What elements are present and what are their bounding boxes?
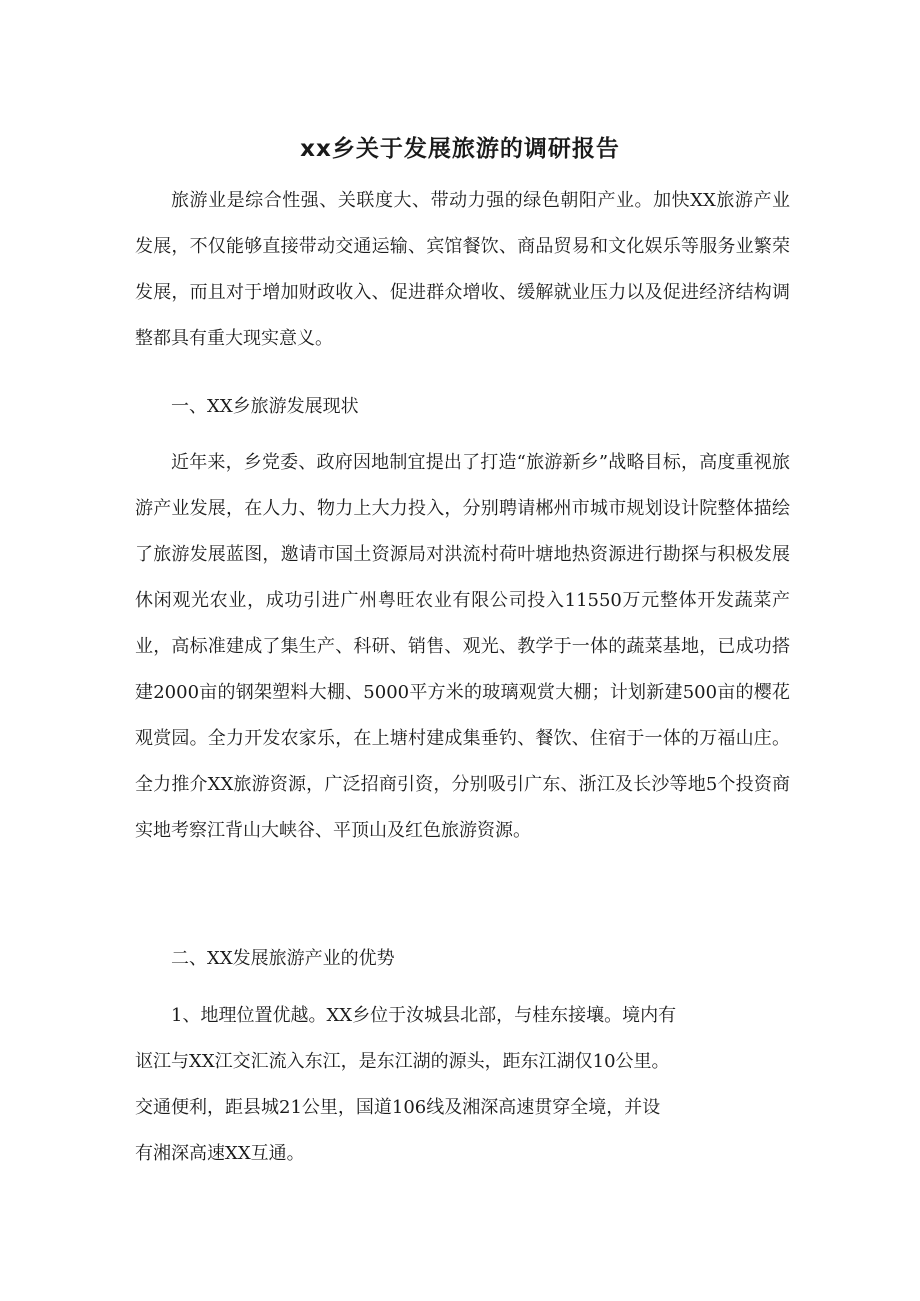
section2-heading: 二、XX发展旅游产业的优势 — [171, 948, 395, 969]
point1-line: 交通便利，距县城21公里，国道106线及湘深高速贯穿全境，并设 — [135, 1097, 661, 1118]
point1-line: 讴江与XX江交汇流入东江，是东江湖的源头，距东江湖仅10公里。 — [135, 1051, 670, 1072]
document-title: xx乡关于发展旅游的调研报告 — [300, 136, 620, 162]
section1-body: 近年来，乡党委、政府因地制宜提出了打造“旅游新乡”战略目标，高度重视旅游产业发展，在人力、物力上大力投入，分别聘请郴州市城市规划设计院整体描绘了旅游发展蓝图，邀请市国土资源局对洪流村荷叶塘地热资源进行勘探与积极发展休闲观光农业，成功引进广州粤旺农业有限公司投入11550万元整体开发蔬菜产业，高标准建成了集生产、科研、销售、观光、教学于一体的蔬菜基地，已成功搭建2000亩的钢架塑料大棚、5000平方米的玻璃观赏大棚；计划新建500亩的樱花观赏园。全力开发农家乐，在上塘村建成集垂钓、餐饮、住宿于一体的万福山庄。全力推介XX旅游资源，广泛招商引资，分别吸引广东、浙江及长沙等地5个投资商实地考察江背山大峡谷、平顶山及红色旅游资源。 — [135, 452, 790, 841]
intro-paragraph: 旅游业是综合性强、关联度大、带动力强的绿色朝阳产业。加快XX旅游产业发展，不仅能够直接带动交通运输、宾馆餐饮、商品贸易和文化娱乐等服务业繁荣发展，而且对于增加财政收入、促进群众增收、缓解就业压力以及促进经济结构调整都具有重大现实意义。 — [135, 190, 790, 349]
section2-point1 — [135, 993, 790, 1177]
point1-line: 1、地理位置优越。XX乡位于汝城县北部，与桂东接壤。境内有 — [171, 1005, 677, 1026]
point1-line: 有湘深高速XX互通。 — [135, 1143, 305, 1164]
section1-heading: 一、XX乡旅游发展现状 — [171, 396, 359, 417]
